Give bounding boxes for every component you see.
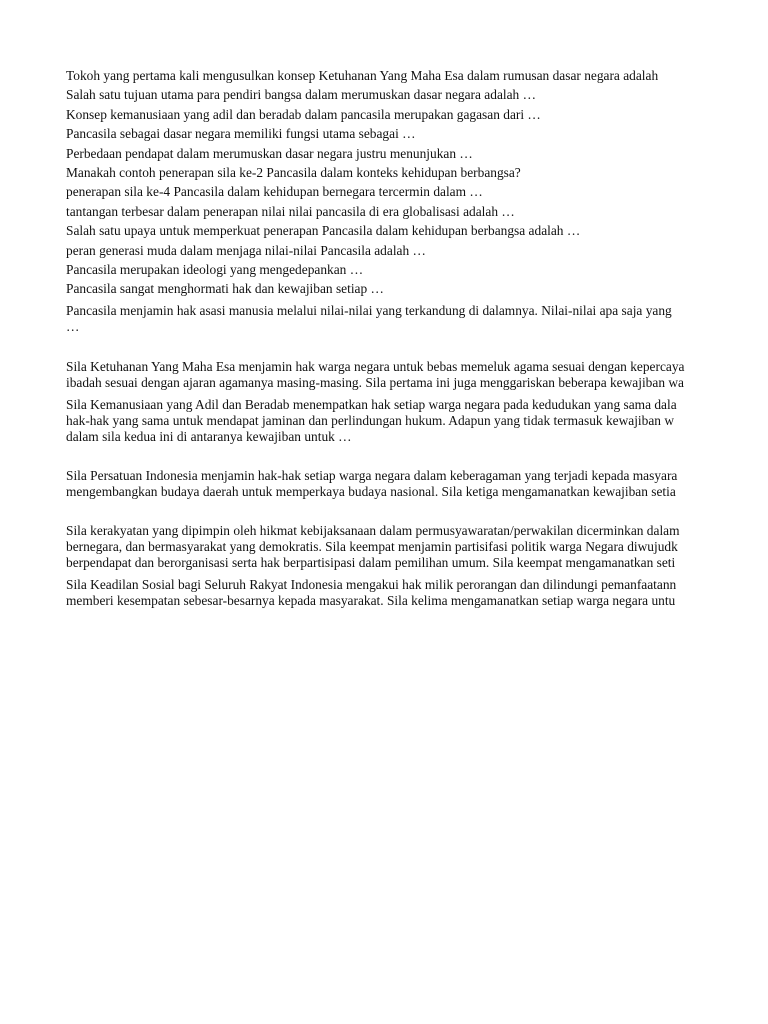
question-13	[66, 303, 768, 335]
question-2: Salah satu tujuan utama para pendiri bangsa dalam merumuskan dasar negara adalah …	[66, 87, 536, 103]
question-12: Pancasila sangat menghormati hak dan kewajiban setiap …	[66, 281, 384, 297]
question-5: Perbedaan pendapat dalam merumuskan dasar negara justru menunjukan …	[66, 145, 473, 161]
question-6: Manakah contoh penerapan sila ke-2 Pancasila dalam konteks kehidupan berbangsa?	[66, 165, 521, 181]
question-7: penerapan sila ke-4 Pancasila dalam kehidupan bernegara tercermin dalam …	[66, 184, 483, 200]
paragraph-line: Sila Persatuan Indonesia menjamin hak-hak setiap warga negara dalam keberagaman yang terjadi kepada masyara	[66, 467, 678, 483]
question-11: Pancasila merupakan ideologi yang mengedepankan …	[66, 262, 364, 278]
paragraph-sila-3	[66, 468, 768, 500]
paragraph-line: dalam sila kedua ini di antaranya kewajiban untuk …	[66, 428, 352, 444]
question-9: Salah satu upaya untuk memperkuat penerapan Pancasila dalam kehidupan berbangsa adalah …	[66, 223, 581, 239]
paragraph-sila-5	[66, 577, 768, 609]
question-1: Tokoh yang pertama kali mengusulkan konsep Ketuhanan Yang Maha Esa dalam rumusan dasar negara adalah	[66, 68, 659, 83]
document-page	[66, 66, 768, 609]
paragraph-line: mengembangkan budaya daerah untuk memperkaya budaya nasional. Sila ketiga mengamanatkan kewajiban setia	[66, 483, 676, 499]
paragraph-sila-2	[66, 397, 768, 445]
question-3: Konsep kemanusiaan yang adil dan beradab dalam pancasila merupakan gagasan dari …	[66, 106, 541, 122]
paragraph-line: Sila Keadilan Sosial bagi Seluruh Rakyat Indonesia mengakui hak milik perorangan dan dilindungi pemanfaatann	[66, 576, 677, 592]
paragraph-line: berpendapat dan berorganisasi serta hak berpartisipasi dalam pemilihan umum. Sila keempat mengamanatkan seti	[66, 554, 676, 570]
paragraph-line: memberi kesempatan sebesar-besarnya kepada masyarakat. Sila kelima mengamanatkan setiap warga negara untu	[66, 592, 676, 608]
question-8: tantangan terbesar dalam penerapan nilai nilai pancasila di era globalisasi adalah …	[66, 203, 515, 219]
paragraph-line: ibadah sesuai dengan ajaran agamanya masing-masing. Sila pertama ini juga menggariskan beberapa kewajiban wa	[66, 374, 684, 390]
question-13-line-1: Pancasila menjamin hak asasi manusia melalui nilai-nilai yang terkandung di dalamnya. Nilai-nilai apa saja yang	[66, 302, 672, 318]
paragraph-line: Sila kerakyatan yang dipimpin oleh hikmat kebijaksanaan dalam permusyawaratan/perwakilan dicerminkan dalam	[66, 522, 680, 538]
paragraph-line: hak-hak yang sama untuk mendapat jaminan dan perlindungan hukum. Adapun yang tidak termasuk kewajiban w	[66, 412, 674, 428]
question-13-line-2: …	[66, 318, 80, 334]
paragraph-line: Sila Kemanusiaan yang Adil dan Beradab menempatkan hak setiap warga negara pada kedudukan yang sama dala	[66, 396, 677, 412]
paragraph-line: bernegara, dan bermasyarakat yang demokratis. Sila keempat menjamin partisifasi politik warga Negara diwujudk	[66, 538, 678, 554]
paragraph-sila-1	[66, 359, 768, 391]
question-10: peran generasi muda dalam menjaga nilai-nilai Pancasila adalah …	[66, 242, 426, 258]
paragraph-line: Sila Ketuhanan Yang Maha Esa menjamin hak warga negara untuk bebas memeluk agama sesuai dengan kepercaya	[66, 358, 685, 374]
paragraph-sila-4	[66, 523, 768, 571]
question-4: Pancasila sebagai dasar negara memiliki fungsi utama sebagai …	[66, 126, 416, 142]
